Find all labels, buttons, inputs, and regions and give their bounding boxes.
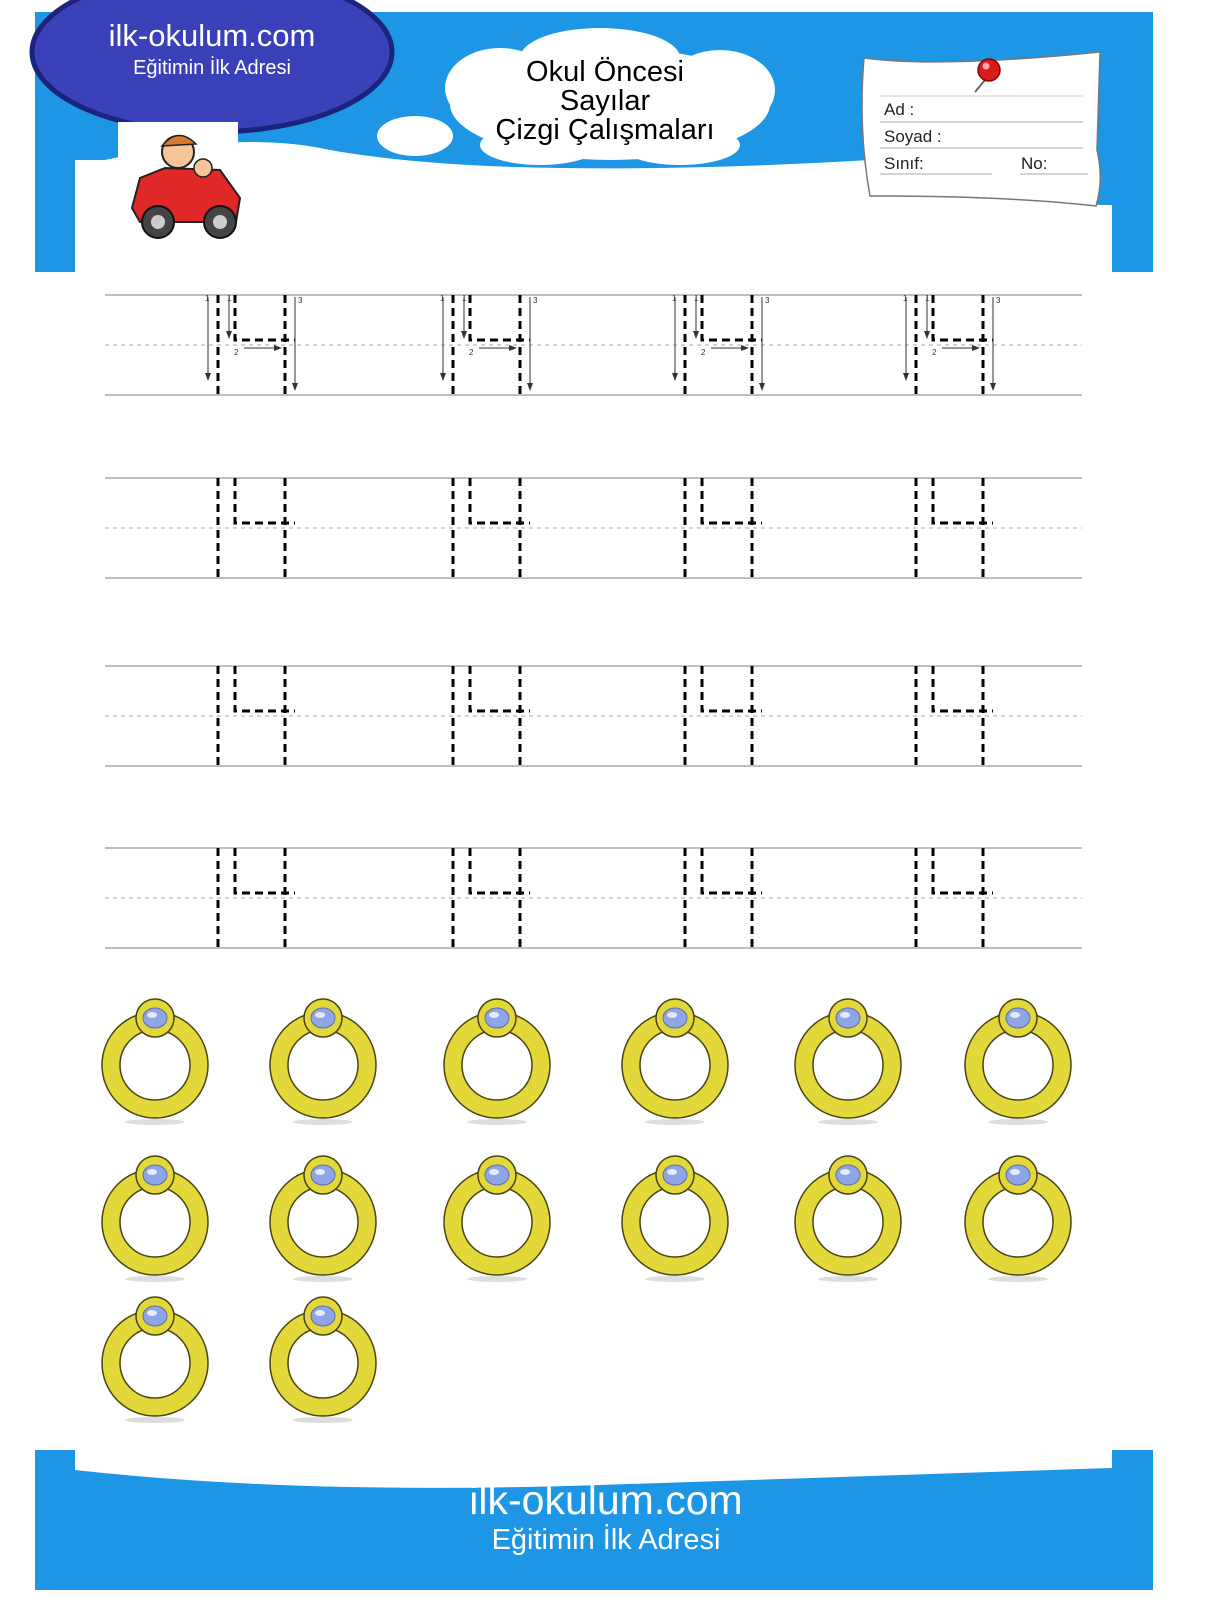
stroke-order-number: 3 <box>765 296 770 305</box>
ring-icon <box>270 999 376 1125</box>
stroke-order-number: 2 <box>234 348 239 357</box>
title-line-1: Okul Öncesi <box>526 56 684 88</box>
tracing-row <box>105 294 1082 395</box>
footer-brand-name[interactable]: ilk-okulum.com <box>469 1477 743 1523</box>
no-label: No: <box>1021 154 1048 173</box>
ring-icon <box>795 1156 901 1282</box>
ring-icon <box>444 999 550 1125</box>
stroke-order-number: 1 <box>694 294 699 303</box>
ring-icon <box>102 1297 208 1423</box>
ring-icon <box>965 1156 1071 1282</box>
footer-brand-slogan: Eğitimin İlk Adresi <box>491 1524 721 1556</box>
ring-icon <box>270 1156 376 1282</box>
title-line-3: Çizgi Çalışmaları <box>495 114 715 146</box>
ring-icon <box>965 999 1071 1125</box>
ring-icon <box>622 1156 728 1282</box>
brand-name[interactable]: ilk-okulum.com <box>108 18 316 53</box>
stroke-order-number: 3 <box>298 296 303 305</box>
ring-icon <box>102 999 208 1125</box>
brand-slogan: Eğitimin İlk Adresi <box>133 57 291 79</box>
sinif-label: Sınıf: <box>884 154 924 173</box>
ring-icon <box>622 999 728 1125</box>
stroke-order-number: 1 <box>925 294 930 303</box>
stroke-order-number: 1 <box>672 294 677 303</box>
tracing-area <box>0 280 1212 970</box>
stroke-order-number: 1 <box>205 294 210 303</box>
stroke-order-number: 1 <box>903 294 908 303</box>
tracing-row <box>105 848 1082 948</box>
ring-icon <box>270 1297 376 1423</box>
car-cartoon-icon <box>118 122 240 238</box>
ad-label: Ad : <box>884 100 915 119</box>
stroke-order-number: 1 <box>462 294 467 303</box>
stroke-order-number: 2 <box>701 348 706 357</box>
title-line-2: Sayılar <box>559 85 651 117</box>
stroke-order-number: 1 <box>227 294 232 303</box>
stroke-order-number: 2 <box>469 348 474 357</box>
worksheet-title <box>455 58 755 145</box>
soyad-label: Soyad : <box>884 127 942 146</box>
counting-area <box>0 990 1212 1430</box>
stroke-order-number: 1 <box>440 294 445 303</box>
ring-icon <box>102 1156 208 1282</box>
ring-icon <box>444 1156 550 1282</box>
tracing-row <box>105 666 1082 766</box>
stroke-order-number: 2 <box>932 348 937 357</box>
stroke-order-number: 3 <box>996 296 1001 305</box>
tracing-row <box>105 478 1082 578</box>
ring-icon <box>795 999 901 1125</box>
stroke-order-number: 3 <box>533 296 538 305</box>
